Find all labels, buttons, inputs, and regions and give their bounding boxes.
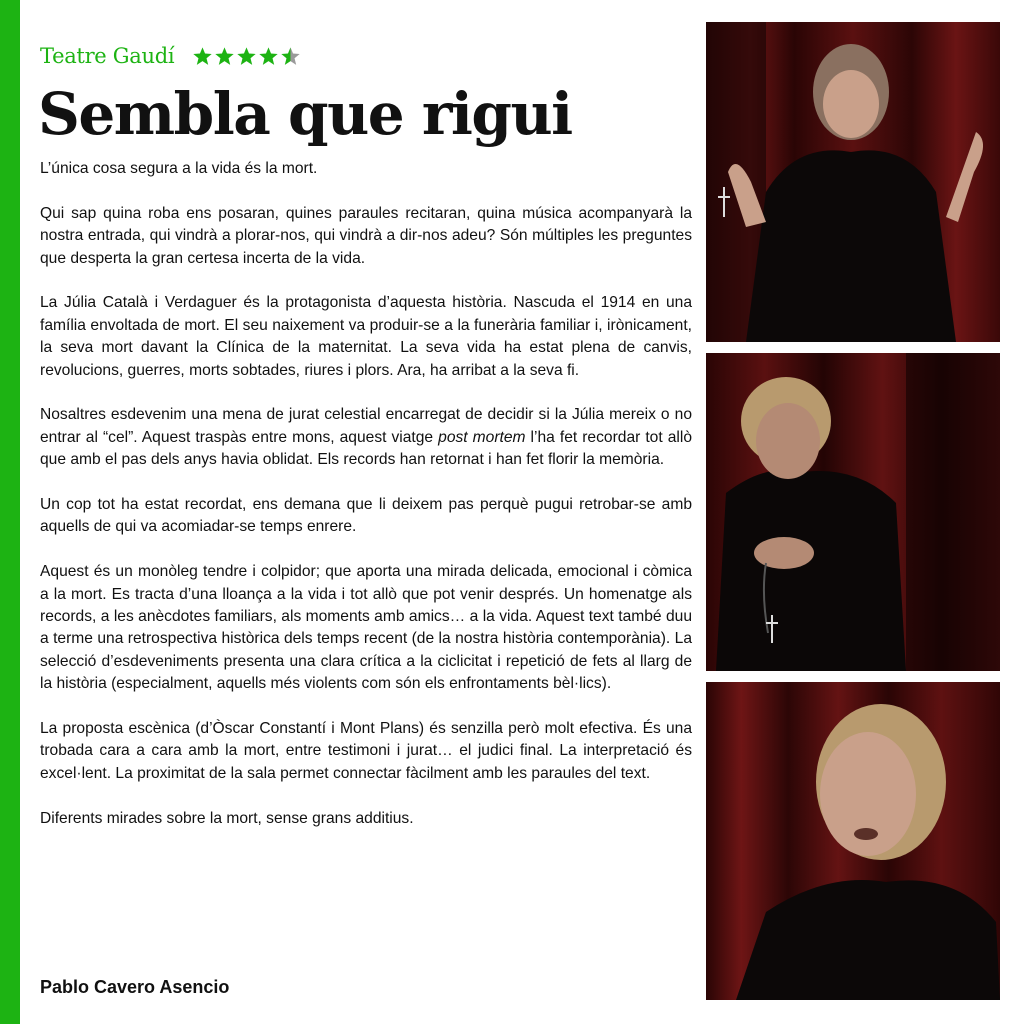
photo-actress-speaking <box>706 682 1000 1000</box>
review-paragraph: Qui sap quina roba ens posaran, quines paraules recitaran, quina música acompanyarà la nostra entrada, qui vindrà a plorar-nos, qui vindrà a dir-nos adeu? Són múltiples les preguntes que desperta la gran certesa incerta de la vida. <box>40 204 692 267</box>
review-paragraph: Un cop tot ha estat recordat, ens demana que li deixem pas perquè pugui retrobar-se amb aquells de qui va acomiadar-se temps enrere. <box>40 496 692 536</box>
star-icon <box>258 46 279 67</box>
star-icon <box>214 46 235 67</box>
venue-name: Teatre Gaudí <box>40 44 175 68</box>
review-header <box>40 44 301 68</box>
review-paragraph: Diferents mirades sobre la mort, sense grans additius. <box>40 809 414 827</box>
star-icon <box>192 46 213 67</box>
review-paragraph: La proposta escènica (d’Òscar Constantí i Mont Plans) és senzilla però molt efectiva. És una trobada cara a cara amb la mort, entre testimoni i jurat… el judici final. La interpretació és excel·lent. La proximitat de la sala permet connectar fàcilment amb les paraules del text. <box>40 720 692 782</box>
photo-actress-arms-raised <box>706 22 1000 342</box>
review-body <box>40 158 692 852</box>
paragraph-text: l’ha fet recordar tot allò que amb el pas dels anys havia oblidat. Els records han retornat i han fet florir la memòria. <box>40 428 692 469</box>
review-paragraph: La Júlia Català i Verdaguer és la protagonista d’aquesta història. Nascuda el 1914 en una família envoltada de mort. El seu naixement va produir-se a la funerària familiar i, irònicament, la seva mort davant la Clínica de la maternitat. La seva vida ha estat plena de canvis, revolucions, guerres, morts sobtades, riures i plors. Ara, ha arribat a la seva fi. <box>40 294 692 379</box>
photo-actress-praying-rosary <box>706 353 1000 671</box>
star-icon <box>280 46 301 67</box>
author-name: Pablo Cavero Asencio <box>40 977 230 997</box>
star-rating <box>192 46 301 67</box>
page-title: Sembla que rigui <box>38 80 572 148</box>
left-accent-bar <box>0 0 20 1024</box>
paragraph-emphasis: post mortem <box>438 428 526 446</box>
review-paragraph: Aquest és un monòleg tendre i colpidor; que aporta una mirada delicada, emocional i còmica a la mort. Es tracta d’una lloança a la vida i tot allò que pot venir després. Un homenatge als records, a les anècdotes familiars, als moments amb amics… a la vida. Aquest text també duu a terme una retrospectiva històrica dels temps recent (de la nostra història contemporània). La selecció d’esdeveniments presenta una clara crítica a la ciclicitat i repetició de fets al llarg de la història (especialment, aquells més violents com són els enfrontaments bèl·lics). <box>40 563 692 693</box>
star-icon <box>236 46 257 67</box>
paragraph-text: Nosaltres esdevenim una mena de jurat celestial encarregat de decidir si la Júlia mereix o no entrar al “cel”. Aquest traspàs entre mons, aquest viatge <box>40 406 692 446</box>
review-paragraph <box>40 404 692 471</box>
review-paragraph: L’única cosa segura a la vida és la mort. <box>40 160 318 177</box>
